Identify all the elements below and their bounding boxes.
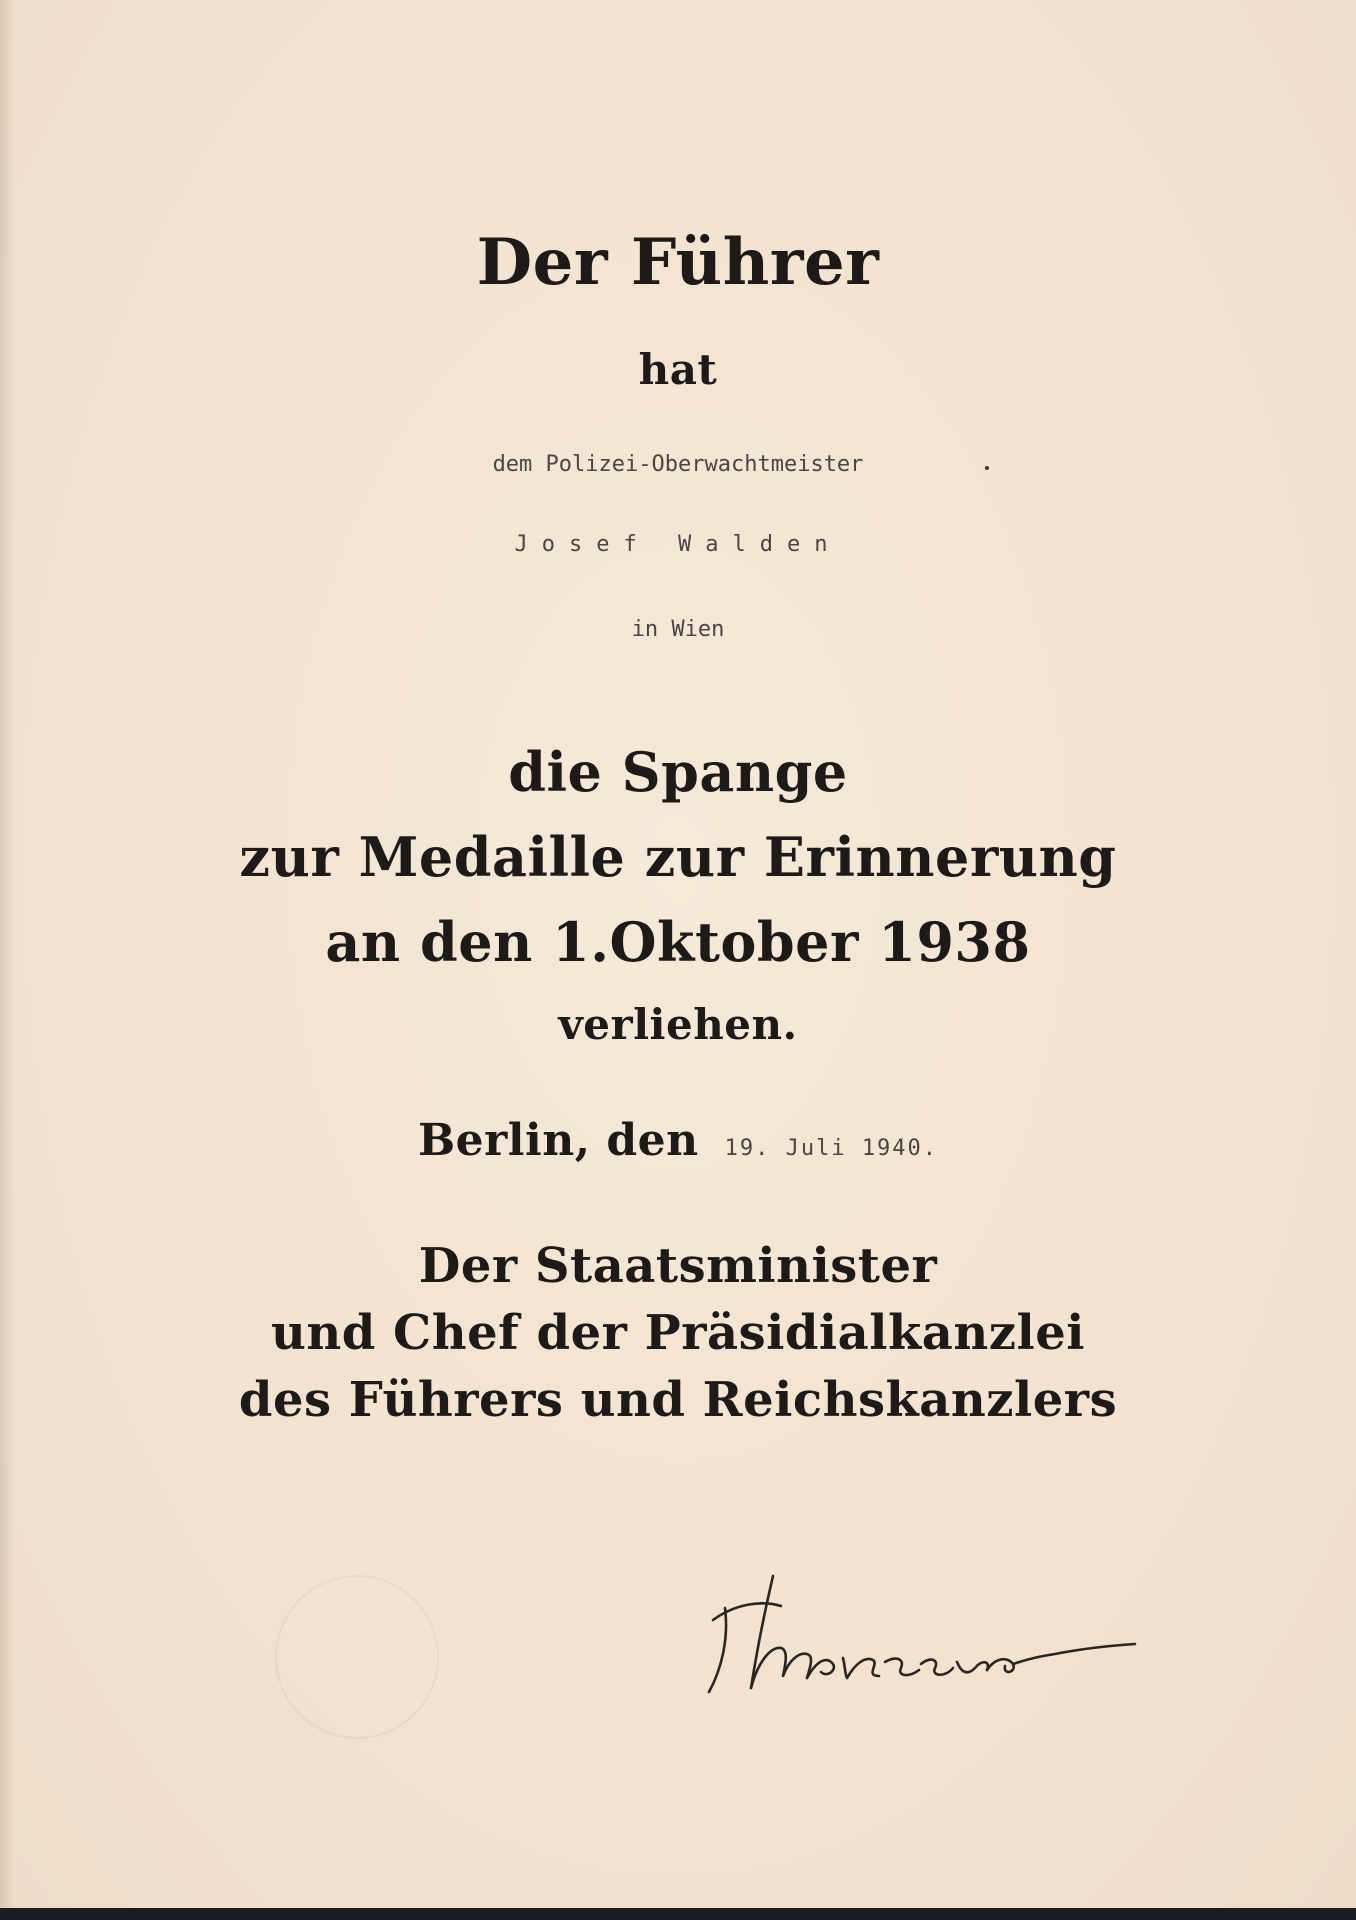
date-value: 19. Juli 1940.	[724, 1136, 939, 1161]
award-line-1: die Spange	[508, 740, 848, 804]
award-line-3: an den 1.Oktober 1938	[325, 910, 1031, 974]
faint-embossed-seal	[275, 1575, 439, 1739]
award-line-2: zur Medaille zur Erinnerung	[239, 825, 1117, 889]
date-line	[0, 1115, 1356, 1166]
issuer-line-2: und Chef der Präsidialkanzlei	[270, 1305, 1086, 1361]
award-verb: verliehen.	[558, 1000, 798, 1049]
issuer-line-3: des Führers und Reichskanzlers	[238, 1372, 1118, 1428]
recipient-rank: dem Polizei-Oberwachtmeister	[492, 452, 864, 477]
handwritten-signature	[695, 1560, 1145, 1710]
issuer-line-1: Der Staatsminister	[418, 1238, 938, 1294]
recipient-name: Josef Walden	[514, 532, 842, 557]
date-label: Berlin, den	[417, 1115, 699, 1166]
recipient-place: in Wien	[631, 617, 725, 642]
stray-ink-dot	[985, 466, 989, 470]
verb-line: hat	[638, 345, 718, 394]
certificate-heading: Der Führer	[476, 225, 880, 300]
